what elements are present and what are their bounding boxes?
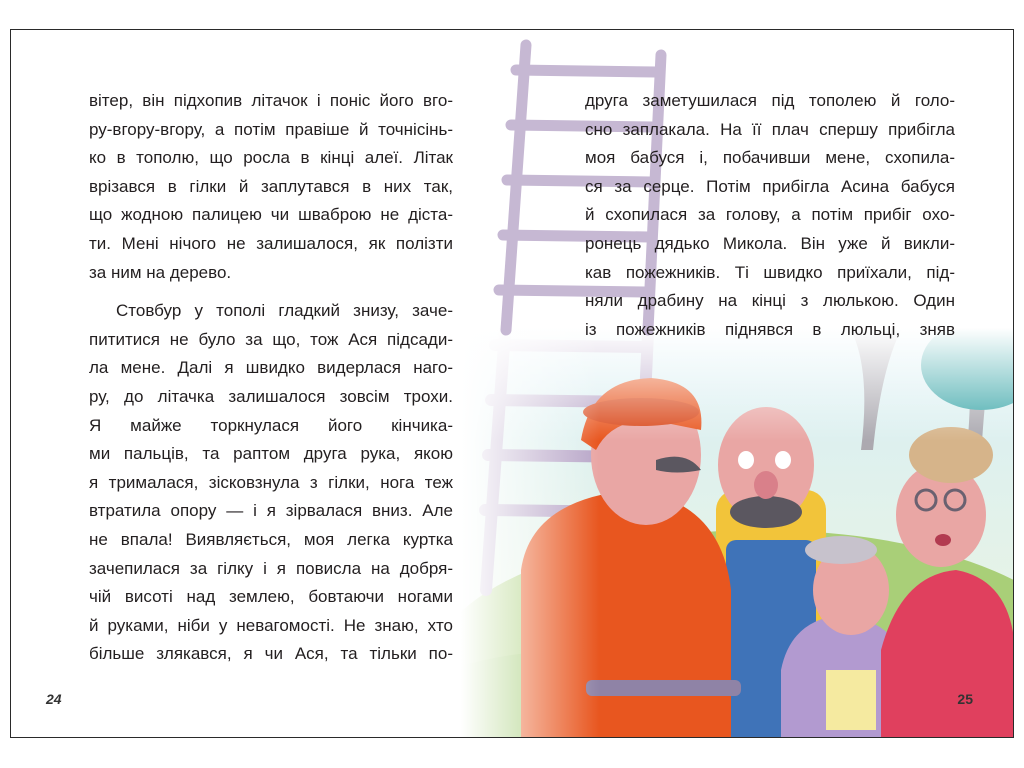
- text-line: й схопилася за голову, а потім прибіг охо-: [585, 205, 955, 225]
- book-spread: [10, 29, 1014, 738]
- text-line: Стовбур у тополі гладкий знизу, заче-: [116, 301, 453, 321]
- text-line: моя бабуся і, побачивши мене, схопила-: [585, 148, 955, 168]
- text-line: друга заметушилася під тополею й голо-: [585, 91, 955, 110]
- text-line: ко в тополю, що росла в кінці алеї. Літак: [89, 148, 453, 168]
- text-line: більше злякався, я чи Ася, та тільки по-: [89, 644, 453, 664]
- text-line: чій висоті над землею, бовтаючи ногами: [89, 587, 453, 607]
- text-line: Я майже торкнулася його кінчика-: [89, 415, 453, 435]
- text-line: врізався в гілки й заплутався в них так,: [89, 176, 453, 196]
- text-line: ся за серце. Потім прибігла Асина бабуся: [585, 176, 955, 196]
- text-line: не впала! Виявляється, моя легка куртка: [89, 529, 453, 549]
- text-line: сно заплакала. На її плач спершу прибігла: [585, 119, 955, 139]
- text-line: що жодною палицею чи шваброю не діста-: [89, 205, 453, 225]
- text-line: пититися не було за що, тож Ася підсади-: [89, 329, 453, 349]
- text-line: я трималася, зісковзнула з гілки, нога теж: [89, 472, 453, 492]
- text-line: ру, до літачка залишалося зовсім трохи.: [89, 386, 453, 406]
- text-line: із пожежників піднявся в люльці, зняв: [585, 319, 955, 339]
- text-line: няли драбину на кінці з люлькою. Один: [585, 291, 955, 311]
- page-number-right: 25: [957, 691, 973, 707]
- text-line: ти. Мені нічого не залишалося, як полізти: [89, 233, 453, 253]
- text-line: ронець дядько Микола. Він уже й викли-: [585, 233, 955, 253]
- paragraph: [89, 297, 453, 669]
- paragraph: [585, 87, 955, 344]
- paragraph: [89, 87, 453, 287]
- text-line: вітер, він підхопив літачок і поніс його вго-: [89, 91, 453, 110]
- text-line: кав пожежників. Ті швидко приїхали, під-: [585, 262, 955, 282]
- text-line: ми пальців, та раптом друга рука, якою: [89, 444, 453, 464]
- page-number-left: 24: [46, 691, 62, 707]
- text-line: й руками, ніби у невагомості. Не знаю, хто: [89, 615, 453, 635]
- text-line: ру-вгору-вгору, а потім правіше й точнісінь-: [89, 119, 453, 139]
- text-line: за ним на дерево.: [89, 262, 232, 282]
- text-line: втратила опору — і я зірвалася вниз. Але: [89, 501, 453, 521]
- text-line: зачепилася за гілку і я повисла на добря-: [89, 558, 453, 578]
- right-page-text: [585, 87, 955, 344]
- left-page-text: [89, 87, 453, 669]
- text-line: ла мене. Далі я швидко видерлася наго-: [89, 358, 453, 378]
